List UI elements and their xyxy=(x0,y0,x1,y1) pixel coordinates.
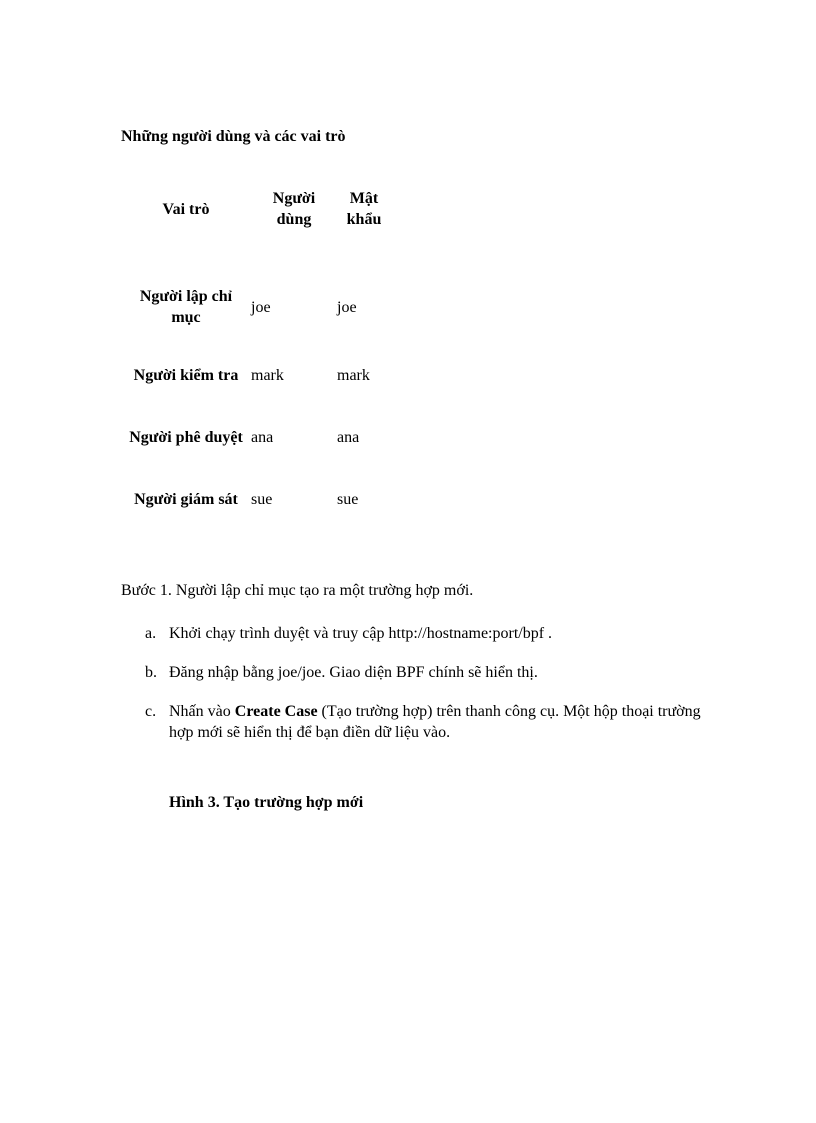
user-cell: sue xyxy=(251,490,273,508)
role-cell: Người giám sát xyxy=(134,490,238,508)
table-row xyxy=(121,468,391,530)
password-cell: ana xyxy=(337,428,360,446)
role-cell: Người phê duyệt xyxy=(129,428,243,446)
header-password: Mật khẩu xyxy=(346,190,382,228)
instruction-text xyxy=(169,701,705,743)
password-cell: sue xyxy=(337,490,359,508)
figure-caption: Hình 3. Tạo trường hợp mới xyxy=(169,794,364,811)
table-row xyxy=(121,344,391,406)
user-cell: joe xyxy=(251,298,271,316)
roles-table xyxy=(121,178,391,530)
instruction-list xyxy=(145,623,705,761)
list-marker: a. xyxy=(145,625,157,642)
role-cell: Người kiểm tra xyxy=(133,366,239,384)
password-cell: joe xyxy=(337,298,357,316)
header-role: Vai trò xyxy=(162,200,210,218)
user-cell: mark xyxy=(251,366,284,384)
table-header-row xyxy=(121,178,391,240)
header-user: Người dùng xyxy=(272,190,316,228)
instruction-item xyxy=(145,662,705,683)
user-cell: ana xyxy=(251,428,274,446)
role-cell: Người lập chỉ mục xyxy=(139,288,233,326)
step-text: Bước 1. Người lập chỉ mục tạo ra một trường hợp mới. xyxy=(121,582,474,599)
instruction-suffix: (Tạo trường hợp) trên thanh công cụ. Một hộp thoại trường hợp mới sẽ hiển thị để bạn điền dữ liệu vào. xyxy=(169,703,701,741)
list-marker: c. xyxy=(145,703,157,720)
section-heading: Những người dùng và các vai trò xyxy=(121,128,346,145)
table-row xyxy=(121,406,391,468)
table-row xyxy=(121,240,391,344)
create-case-label: Create Case xyxy=(234,703,318,720)
password-cell: mark xyxy=(337,366,370,384)
instruction-item xyxy=(145,701,705,743)
list-marker: b. xyxy=(145,664,157,681)
instruction-item xyxy=(145,623,705,644)
instruction-prefix: Nhấn vào xyxy=(169,703,235,720)
instruction-text: Đăng nhập bằng joe/joe. Giao diện BPF chính sẽ hiển thị. xyxy=(169,664,538,681)
instruction-text: Khởi chạy trình duyệt và truy cập http://hostname:port/bpf . xyxy=(169,625,553,642)
